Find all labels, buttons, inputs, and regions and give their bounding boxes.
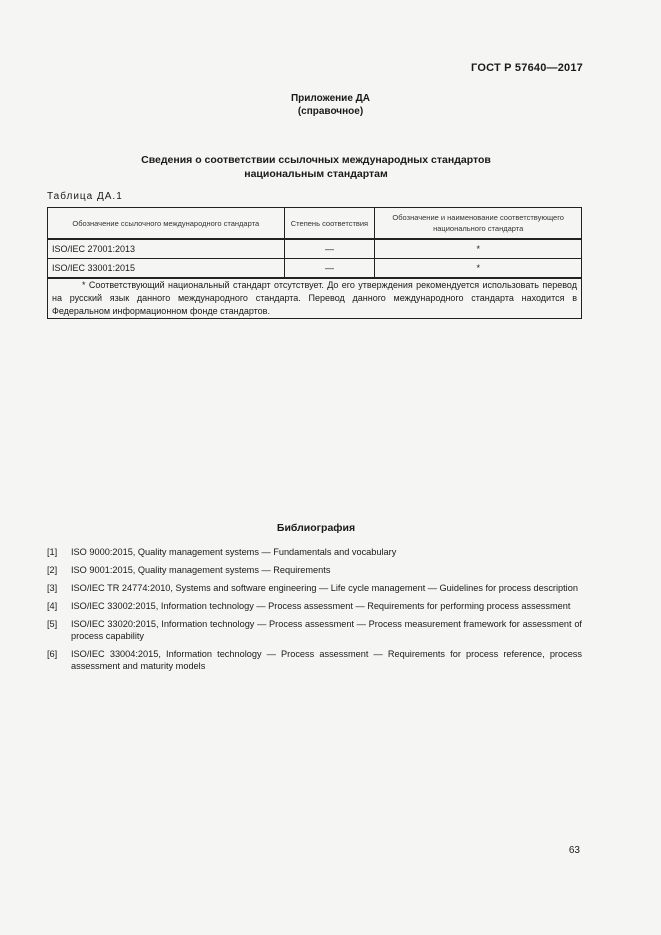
table-row — [48, 259, 582, 279]
cell-degree: — — [284, 239, 375, 259]
section-title-line-1: Сведения о соответствии ссылочных международных стандартов — [141, 154, 491, 166]
list-item — [47, 600, 582, 612]
bib-text: ISO/IEC TR 24774:2010, Systems and software engineering — Life cycle management — Guidelines for process description — [71, 583, 578, 593]
table-footnote-row — [48, 278, 582, 319]
bib-text: ISO 9000:2015, Quality management systems — Fundamentals and vocabulary — [71, 547, 397, 557]
bib-text: ISO/IEC 33002:2015, Information technology — Process assessment — Requirements for performing process assessment — [71, 601, 571, 611]
bibliography-title: Библиография — [276, 522, 356, 534]
bib-text: ISO 9001:2015, Quality management systems — Requirements — [71, 565, 331, 575]
list-item — [47, 582, 582, 594]
bib-number: [2] — [47, 565, 58, 575]
section-title — [0, 153, 632, 181]
list-item — [47, 648, 582, 672]
correspondence-table — [47, 207, 582, 319]
list-item — [47, 618, 582, 642]
bib-number: [1] — [47, 547, 58, 557]
cell-standard: ISO/IEC 33001:2015 — [48, 259, 285, 279]
bib-number: [5] — [47, 619, 58, 629]
table-header-row — [48, 208, 582, 240]
list-item — [47, 564, 582, 576]
footnote-text: * Соответствующий национальный стандарт отсутствует. До его утверждения рекомендуется использовать перевод на русский язык данного международного стандарта. Перевод данного международного стандарта находится в Федеральном информационном фонде стандартов. — [52, 280, 577, 316]
cell-degree: — — [284, 259, 375, 279]
bibliography-list — [47, 546, 582, 678]
cell-national: * — [375, 239, 582, 259]
table-footnote — [48, 278, 582, 319]
header-national-standard: Обозначение и наименование соответствующего национального стандарта — [375, 208, 582, 240]
header-international-standard: Обозначение ссылочного международного стандарта — [48, 208, 285, 240]
cell-standard: ISO/IEC 27001:2013 — [48, 239, 285, 259]
annex-heading — [0, 92, 661, 118]
header-degree: Степень соответствия — [284, 208, 375, 240]
bib-text: ISO/IEC 33020:2015, Information technology — Process assessment — Process measurement framework for assessment of process capability — [71, 619, 582, 641]
bib-number: [3] — [47, 583, 58, 593]
document-id: ГОСТ Р 57640—2017 — [471, 62, 583, 74]
list-item — [47, 546, 582, 558]
bib-number: [4] — [47, 601, 58, 611]
bib-text: ISO/IEC 33004:2015, Information technology — Process assessment — Requirements for process reference, process assessment and maturity models — [71, 649, 582, 671]
table-label: Таблица ДА.1 — [47, 191, 123, 202]
section-title-line-2: национальным стандартам — [244, 168, 388, 180]
annex-subtitle: (справочное) — [297, 106, 364, 117]
bib-number: [6] — [47, 649, 58, 659]
table-row — [48, 239, 582, 259]
page-number: 63 — [568, 845, 580, 856]
annex-title: Приложение ДА — [290, 93, 371, 104]
cell-national: * — [375, 259, 582, 279]
